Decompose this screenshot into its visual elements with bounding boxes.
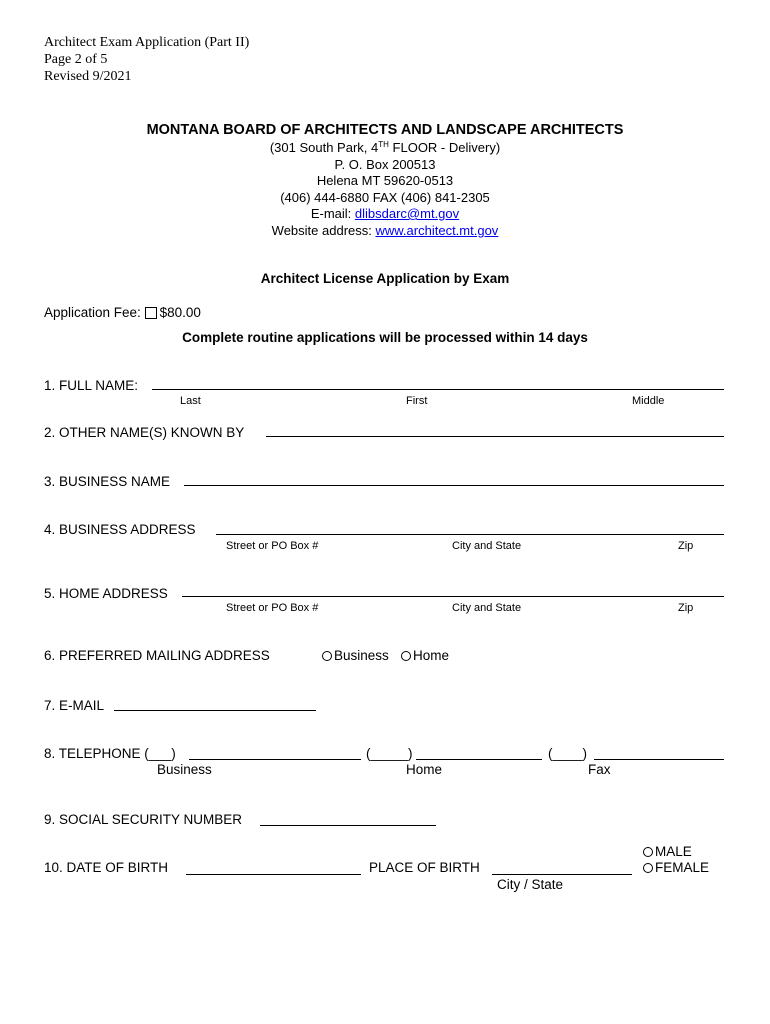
home-address-sub-city: City and State [452,602,522,614]
board-delivery-address: (301 South Park, 4TH FLOOR - Delivery) [269,140,501,155]
business-address-sub-street: Street or PO Box # [226,540,319,552]
sex-option-male[interactable]: MALE [643,844,692,859]
telephone-business-field[interactable] [189,759,361,760]
full-name-sub-last: Last [180,395,201,407]
dob-field[interactable] [186,874,361,875]
board-city: Helena MT 59620-0513 [316,173,454,188]
sex-option-female[interactable]: FEMALE [643,860,709,875]
business-address-sub-zip: Zip [678,540,694,552]
application-fee: Application Fee: $80.00 [44,305,201,320]
full-name-sub-middle: Middle [632,395,665,407]
dob-label: 10. DATE OF BIRTH [44,860,169,875]
ssn-field[interactable] [260,825,436,826]
radio-male[interactable] [643,847,653,857]
place-of-birth-sub: City / State [497,877,564,892]
website-link[interactable]: www.architect.mt.gov [375,223,499,238]
business-address-field[interactable] [216,534,724,535]
radio-business[interactable] [322,651,332,661]
telephone-fax-area[interactable]: (____) [548,746,588,761]
email-label: 7. E-MAIL [44,698,105,713]
place-of-birth-field[interactable] [492,874,632,875]
board-phone-fax: (406) 444-6880 FAX (406) 841-2305 [280,190,490,205]
telephone-sub-fax: Fax [588,762,611,777]
telephone-label: 8. TELEPHONE (___) [44,746,176,761]
board-po-box: P. O. Box 200513 [334,157,436,172]
mailing-option-business[interactable]: Business [322,648,389,663]
full-name-label: 1. FULL NAME: [44,378,139,393]
processing-note: Complete routine applications will be processed within 14 days [182,330,588,345]
doc-header-title: Architect Exam Application (Part II) [44,35,250,50]
business-name-field[interactable] [184,485,724,486]
ssn-label: 9. SOCIAL SECURITY NUMBER [44,812,243,827]
mailing-address-label: 6. PREFERRED MAILING ADDRESS [44,648,270,663]
email-field[interactable] [114,710,316,711]
home-address-field[interactable] [182,596,724,597]
telephone-home-area[interactable]: (_____) [366,746,413,761]
board-website: Website address: www.architect.mt.gov [271,223,499,238]
radio-home[interactable] [401,651,411,661]
radio-female[interactable] [643,863,653,873]
form-title: Architect License Application by Exam [260,271,510,286]
telephone-home-field[interactable] [416,759,542,760]
doc-header-revised: Revised 9/2021 [44,69,132,84]
telephone-fax-field[interactable] [594,759,724,760]
email-link[interactable]: dlibsdarc@mt.gov [354,206,460,221]
board-email: E-mail: dlibsdarc@mt.gov [310,206,460,221]
mailing-option-home[interactable]: Home [401,648,449,663]
other-names-label: 2. OTHER NAME(S) KNOWN BY [44,425,245,440]
fee-checkbox[interactable] [145,307,157,319]
home-address-label: 5. HOME ADDRESS [44,586,168,601]
business-address-label: 4. BUSINESS ADDRESS [44,522,196,537]
business-address-sub-city: City and State [452,540,522,552]
doc-header-page: Page 2 of 5 [44,52,108,67]
home-address-sub-zip: Zip [678,602,694,614]
telephone-sub-home: Home [406,762,443,777]
other-names-field[interactable] [266,436,724,437]
home-address-sub-street: Street or PO Box # [226,602,319,614]
business-name-label: 3. BUSINESS NAME [44,474,171,489]
telephone-sub-business: Business [157,762,212,777]
board-title: MONTANA BOARD OF ARCHITECTS AND LANDSCAPE ARCHITECTS [146,122,624,138]
full-name-sub-first: First [406,395,428,407]
full-name-field[interactable] [152,389,724,390]
place-of-birth-label: PLACE OF BIRTH [369,860,480,875]
